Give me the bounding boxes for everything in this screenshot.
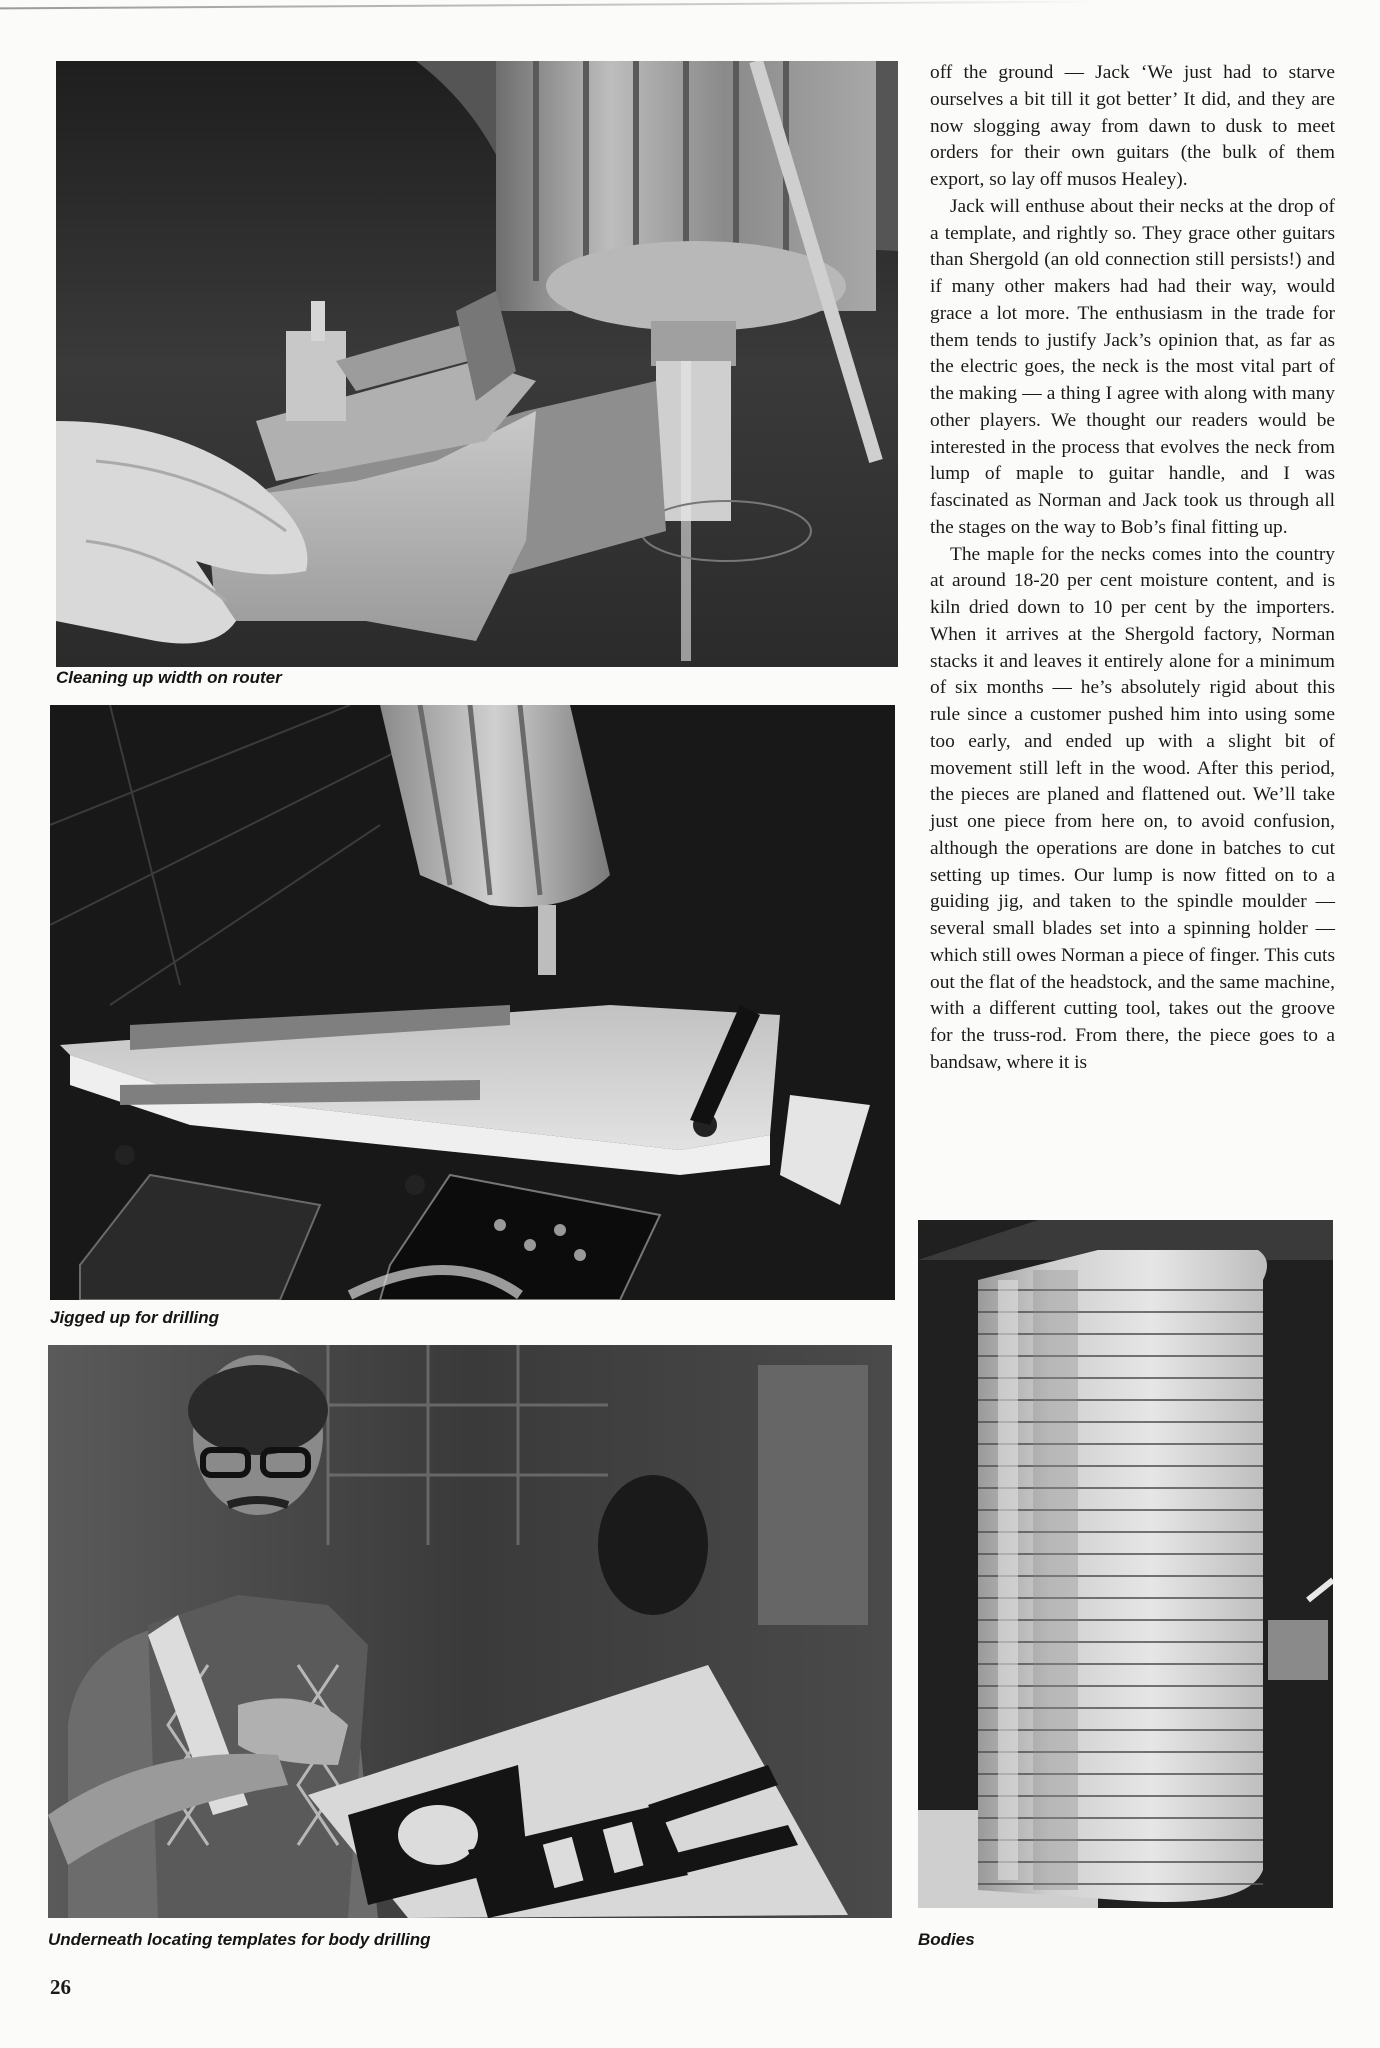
photo-caption: Cleaning up width on router xyxy=(56,668,282,687)
photo-bodies xyxy=(918,1220,1333,1908)
jig-photo-illustration xyxy=(50,705,895,1300)
templates-photo-illustration xyxy=(48,1345,892,1918)
photo-caption: Jigged up for drilling xyxy=(50,1308,220,1327)
article-paragraph: Jack will enthuse about their necks at the drop of a template, and rightly so. They grace other guitars than Shergold (an old connection still persists!) and if many other makers had had their way, would grace a lot more. The enthusiasm in the trade for them tends to justify Jack’s opinion that, as far as the electric goes, the neck is the most vital part of the making — a thing I agree with along with many other players. We thought our readers would be interested in the process that evolves the neck from lump of maple to guitar handle, and I was fascinated as Norman and Jack took us through all the stages on the way to Bob’s final fitting up. xyxy=(930,195,1335,538)
photo-jig xyxy=(50,705,895,1300)
photo-caption: Underneath locating templates for body drilling xyxy=(48,1930,431,1949)
top-border-rule xyxy=(0,1,1100,10)
router-photo-illustration xyxy=(56,61,898,667)
article-column xyxy=(930,60,1335,1077)
bodies-photo-illustration xyxy=(918,1220,1333,1908)
photo-caption: Bodies xyxy=(918,1930,975,1949)
photo-templates xyxy=(48,1345,892,1918)
article-paragraph: The maple for the necks comes into the country at around 18-20 per cent moisture content, and is kiln dried down to 10 per cent by the importers. When it arrives at the Shergold factory, Norman stacks it and leaves it entirely alone for a minimum of six months — he’s absolutely rigid about this rule since a customer pushed him into using some too early, and ended up with a slight bit of movement still left in the wood. After this period, the pieces are planed and flattened out. We’ll take just one piece from here on, to avoid confusion, although the operations are done in batches to cut setting up times. Our lump is now fitted on to a guiding jig, and taken to the spindle moulder — several small blades set into a spinning holder — which still owes Norman a piece of finger. This cuts out the flat of the headstock, and the same machine, with a different cutting tool, takes out the groove for the truss-rod. From there, the piece goes to a bandsaw, where it is xyxy=(930,543,1335,1073)
photo-router xyxy=(56,61,898,667)
page-number: 26 xyxy=(50,1975,71,1999)
article-paragraph: off the ground — Jack ‘We just had to starve ourselves a bit till it got better’ It did, and they are now slogging away from dawn to dusk to meet orders for their own guitars (the bulk of them export, so lay off musos Healey). xyxy=(930,62,1335,190)
